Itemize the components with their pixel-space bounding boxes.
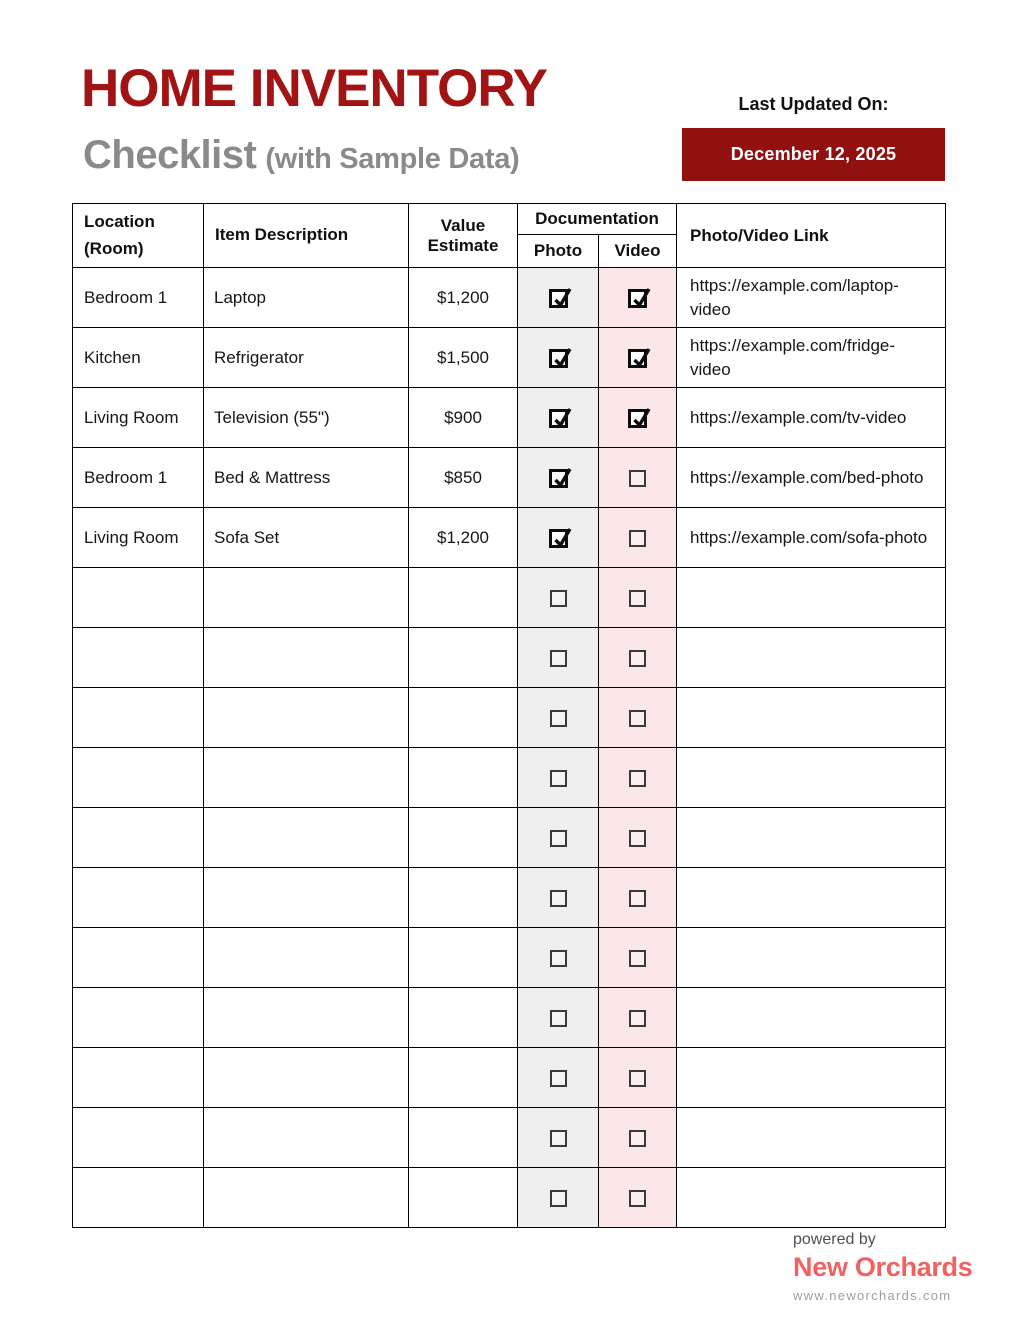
item-description-cell	[204, 1168, 409, 1228]
video-cell	[599, 1168, 677, 1228]
item-description-cell	[204, 748, 409, 808]
item-description-cell: Television (55")	[204, 388, 409, 448]
item-description-cell: Bed & Mattress	[204, 448, 409, 508]
item-description-cell	[204, 1048, 409, 1108]
photo-cell	[518, 568, 599, 628]
photo-cell	[518, 1168, 599, 1228]
location-cell	[73, 1168, 204, 1228]
item-description-cell	[204, 1108, 409, 1168]
photo-cell	[518, 628, 599, 688]
item-description-cell	[204, 808, 409, 868]
photo-cell	[518, 1048, 599, 1108]
table-row	[73, 328, 946, 388]
video-checkbox[interactable]	[629, 890, 646, 907]
photo-checkbox[interactable]	[550, 650, 567, 667]
location-cell	[73, 748, 204, 808]
link-cell	[677, 628, 946, 688]
video-cell	[599, 328, 677, 388]
photo-checkbox[interactable]	[549, 349, 568, 368]
location-cell: Kitchen	[73, 328, 204, 388]
video-checkbox[interactable]	[629, 830, 646, 847]
photo-cell	[518, 988, 599, 1048]
photo-checkbox[interactable]	[550, 1190, 567, 1207]
header-location: Location (Room)	[73, 204, 204, 268]
video-cell	[599, 868, 677, 928]
item-description-cell: Refrigerator	[204, 328, 409, 388]
value-estimate-cell	[409, 1048, 518, 1108]
photo-cell	[518, 1108, 599, 1168]
photo-checkbox[interactable]	[549, 529, 568, 548]
value-estimate-cell: $1,200	[409, 508, 518, 568]
photo-cell	[518, 928, 599, 988]
value-estimate-cell	[409, 1168, 518, 1228]
value-estimate-cell	[409, 568, 518, 628]
video-checkbox[interactable]	[629, 650, 646, 667]
powered-by-label: powered by	[793, 1231, 876, 1248]
video-checkbox[interactable]	[629, 530, 646, 547]
last-updated-label: Last Updated On:	[738, 94, 889, 114]
link-cell	[677, 808, 946, 868]
value-estimate-cell	[409, 628, 518, 688]
video-cell	[599, 748, 677, 808]
value-estimate-cell: $1,200	[409, 268, 518, 328]
page-subtitle-row	[83, 133, 519, 178]
brand-logo-text: New Orchards	[793, 1252, 973, 1282]
video-checkbox[interactable]	[629, 1070, 646, 1087]
video-checkbox[interactable]	[629, 590, 646, 607]
video-checkbox[interactable]	[629, 770, 646, 787]
inventory-table	[72, 203, 946, 1228]
checkmark-icon	[552, 406, 572, 430]
photo-checkbox[interactable]	[550, 950, 567, 967]
value-estimate-cell: $850	[409, 448, 518, 508]
table-row	[73, 1108, 946, 1168]
checkmark-icon	[631, 406, 651, 430]
value-estimate-cell: $900	[409, 388, 518, 448]
video-cell	[599, 1108, 677, 1168]
photo-cell	[518, 388, 599, 448]
value-estimate-cell	[409, 988, 518, 1048]
table-row	[73, 628, 946, 688]
inventory-table-body	[73, 268, 946, 1228]
video-checkbox[interactable]	[628, 349, 647, 368]
link-cell	[677, 868, 946, 928]
photo-checkbox[interactable]	[550, 890, 567, 907]
link-cell	[677, 928, 946, 988]
value-estimate-cell	[409, 928, 518, 988]
inventory-table-header	[73, 204, 946, 268]
link-cell	[677, 748, 946, 808]
photo-checkbox[interactable]	[550, 710, 567, 727]
item-description-cell	[204, 628, 409, 688]
link-cell	[677, 568, 946, 628]
video-cell	[599, 388, 677, 448]
photo-checkbox[interactable]	[549, 409, 568, 428]
table-row	[73, 268, 946, 328]
page-subtitle: Checklist	[83, 133, 257, 177]
table-row	[73, 388, 946, 448]
item-description-cell	[204, 928, 409, 988]
item-description-cell	[204, 568, 409, 628]
photo-checkbox[interactable]	[550, 770, 567, 787]
link-cell	[677, 1108, 946, 1168]
photo-checkbox[interactable]	[550, 1070, 567, 1087]
item-description-cell	[204, 688, 409, 748]
video-cell	[599, 268, 677, 328]
header-documentation: Documentation	[518, 204, 677, 235]
video-cell	[599, 448, 677, 508]
header-photo: Photo	[518, 235, 599, 268]
photo-cell	[518, 868, 599, 928]
location-cell	[73, 688, 204, 748]
link-cell	[677, 1048, 946, 1108]
table-row	[73, 988, 946, 1048]
link-cell: https://example.com/tv-video	[677, 388, 946, 448]
photo-cell	[518, 748, 599, 808]
header-value-estimate: Value Estimate	[409, 204, 518, 268]
brand-website: www.neworchards.com	[793, 1288, 952, 1303]
video-checkbox[interactable]	[629, 950, 646, 967]
item-description-cell	[204, 868, 409, 928]
header-item-description: Item Description	[204, 204, 409, 268]
photo-checkbox[interactable]	[549, 469, 568, 488]
item-description-cell	[204, 988, 409, 1048]
video-checkbox[interactable]	[628, 289, 647, 308]
location-cell	[73, 1048, 204, 1108]
checkmark-icon	[552, 466, 572, 490]
table-row	[73, 1168, 946, 1228]
link-cell: https://example.com/laptop-video	[677, 268, 946, 328]
value-estimate-cell	[409, 808, 518, 868]
location-cell: Bedroom 1	[73, 268, 204, 328]
header-photo-video-link: Photo/Video Link	[677, 204, 946, 268]
photo-checkbox[interactable]	[549, 289, 568, 308]
location-cell: Bedroom 1	[73, 448, 204, 508]
table-row	[73, 928, 946, 988]
location-cell	[73, 808, 204, 868]
page-subtitle-note: (with Sample Data)	[265, 143, 520, 175]
video-checkbox[interactable]	[629, 470, 646, 487]
video-checkbox[interactable]	[629, 1130, 646, 1147]
location-cell	[73, 1108, 204, 1168]
link-cell: https://example.com/fridge-video	[677, 328, 946, 388]
location-cell	[73, 868, 204, 928]
last-updated-date-box: December 12, 2025	[682, 128, 945, 181]
checkmark-icon	[552, 286, 572, 310]
video-cell	[599, 928, 677, 988]
location-cell	[73, 628, 204, 688]
page-title: HOME INVENTORY	[81, 59, 548, 118]
photo-cell	[518, 508, 599, 568]
photo-cell	[518, 448, 599, 508]
link-cell	[677, 988, 946, 1048]
video-checkbox[interactable]	[629, 710, 646, 727]
table-row	[73, 508, 946, 568]
table-row	[73, 748, 946, 808]
photo-checkbox[interactable]	[550, 590, 567, 607]
photo-checkbox[interactable]	[550, 1130, 567, 1147]
table-row	[73, 688, 946, 748]
video-checkbox[interactable]	[628, 409, 647, 428]
video-cell	[599, 988, 677, 1048]
photo-cell	[518, 808, 599, 868]
value-estimate-cell: $1,500	[409, 328, 518, 388]
table-row	[73, 448, 946, 508]
video-cell	[599, 628, 677, 688]
video-cell	[599, 568, 677, 628]
video-cell	[599, 808, 677, 868]
location-cell: Living Room	[73, 388, 204, 448]
header-video: Video	[599, 235, 677, 268]
photo-checkbox[interactable]	[550, 1010, 567, 1027]
video-cell	[599, 508, 677, 568]
link-cell: https://example.com/bed-photo	[677, 448, 946, 508]
value-estimate-cell	[409, 868, 518, 928]
value-estimate-cell	[409, 748, 518, 808]
item-description-cell: Sofa Set	[204, 508, 409, 568]
photo-cell	[518, 328, 599, 388]
item-description-cell: Laptop	[204, 268, 409, 328]
location-cell	[73, 928, 204, 988]
location-cell	[73, 988, 204, 1048]
video-cell	[599, 1048, 677, 1108]
table-row	[73, 868, 946, 928]
video-cell	[599, 688, 677, 748]
table-row	[73, 1048, 946, 1108]
checkmark-icon	[631, 346, 651, 370]
link-cell: https://example.com/sofa-photo	[677, 508, 946, 568]
value-estimate-cell	[409, 688, 518, 748]
table-row	[73, 808, 946, 868]
link-cell	[677, 688, 946, 748]
value-estimate-cell	[409, 1108, 518, 1168]
checkmark-icon	[552, 346, 572, 370]
video-checkbox[interactable]	[629, 1010, 646, 1027]
checkmark-icon	[631, 286, 651, 310]
link-cell	[677, 1168, 946, 1228]
location-cell: Living Room	[73, 508, 204, 568]
video-checkbox[interactable]	[629, 1190, 646, 1207]
photo-cell	[518, 268, 599, 328]
checkmark-icon	[552, 526, 572, 550]
photo-checkbox[interactable]	[550, 830, 567, 847]
location-cell	[73, 568, 204, 628]
table-row	[73, 568, 946, 628]
footer-branding	[793, 1231, 972, 1303]
photo-cell	[518, 688, 599, 748]
